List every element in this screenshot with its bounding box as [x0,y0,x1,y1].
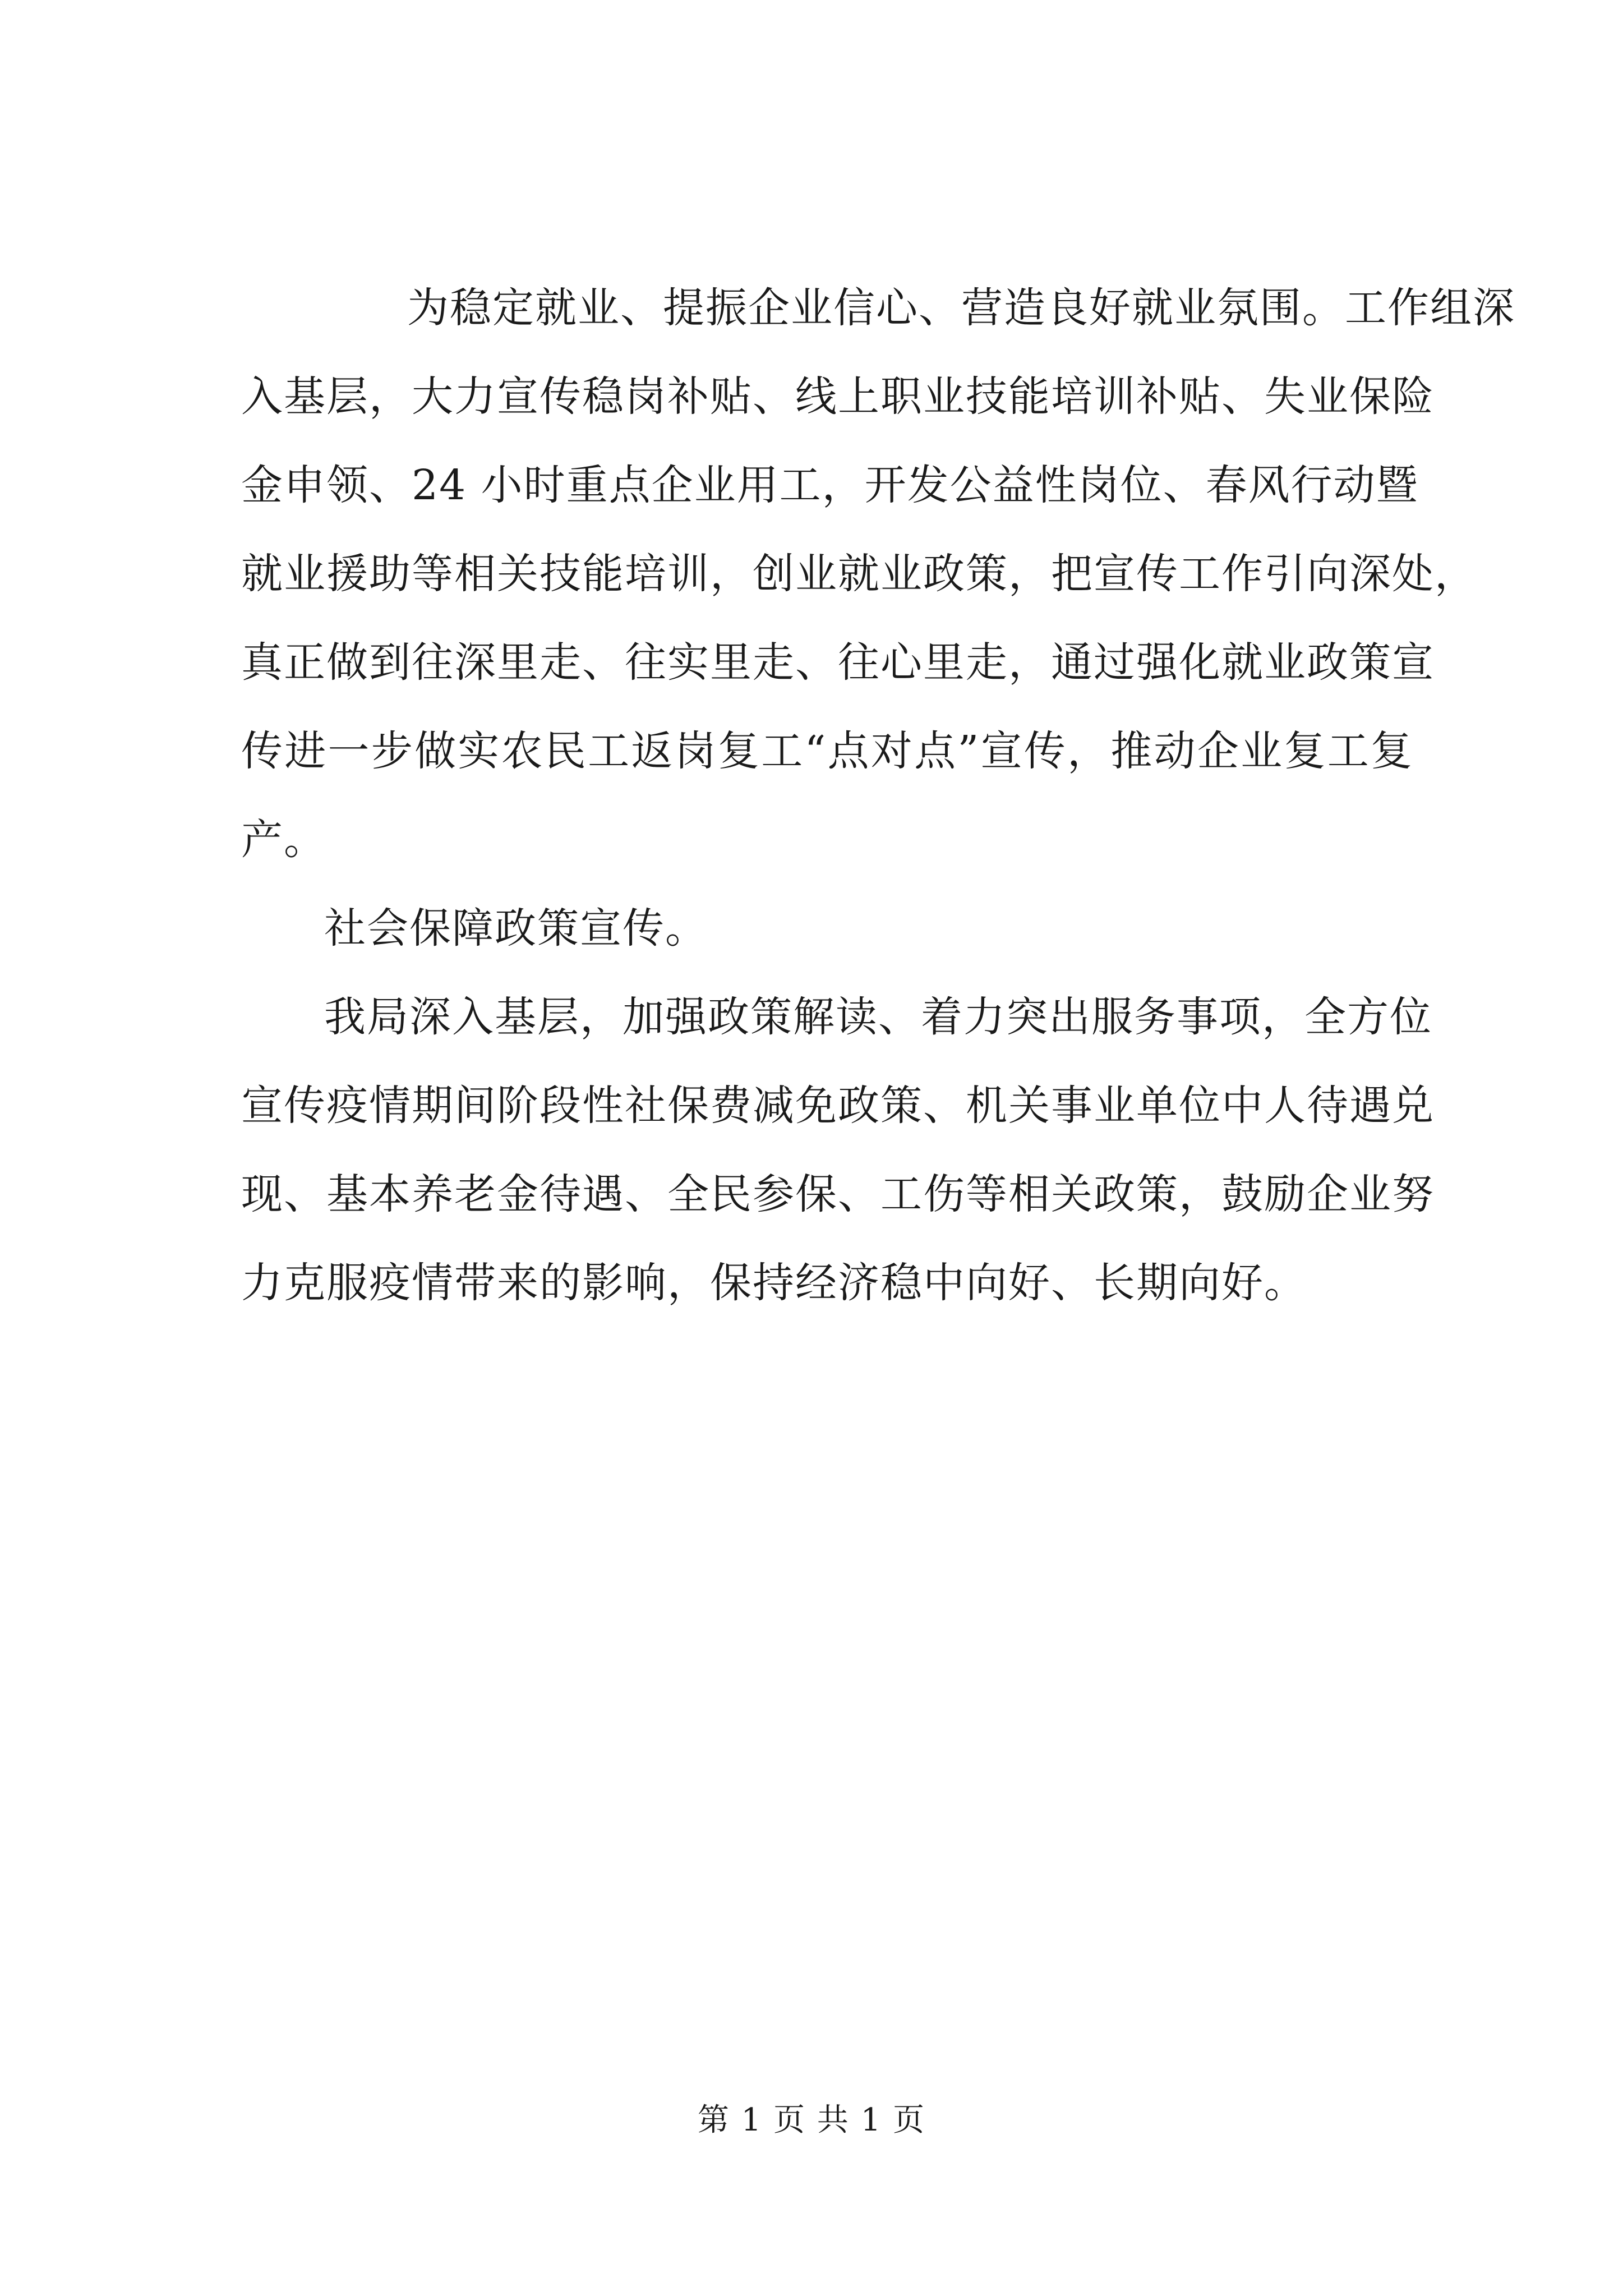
paragraph-line: 我局深入基层，加强政策解读、着力突出服务事项，全方位 [324,993,1432,1041]
paragraph-employment-policy [241,264,1515,884]
paragraph-line: 现、基本养老金待遇、全民参保、工伤等相关政策，鼓励企业努 [241,1170,1435,1218]
paragraph-line: 产。 [241,816,326,864]
page-footer: 第 1 页 共 1 页 [697,2102,926,2138]
paragraph-social-security [241,973,1435,1327]
paragraph-line: 传进一步做实农民工返岗复工“点对点”宣传，推动企业复工复 [241,727,1413,775]
paragraph-line: 金申领、24 小时重点企业用工，开发公益性岗位、春风行动暨 [241,461,1419,509]
document-body [241,264,1515,1327]
paragraph-line: 就业援助等相关技能培训，创业就业政策，把宣传工作引向深处， [241,550,1477,598]
paragraph-section-heading [241,884,1413,973]
paragraph-line: 为稳定就业、提振企业信心、营造良好就业氛围。工作组深 [407,284,1515,332]
paragraph-line: 入基层，大力宣传稳岗补贴、线上职业技能培训补贴、失业保险 [241,372,1435,421]
section-heading: 社会保障政策宣传。 [324,904,708,953]
paragraph-line: 真正做到往深里走、往实里走、往心里走，通过强化就业政策宣 [241,638,1435,687]
paragraph-line: 宣传疫情期间阶段性社保费减免政策、机关事业单位中人待遇兑 [241,1082,1435,1130]
paragraph-line: 力克服疫情带来的影响，保持经济稳中向好、长期向好。 [241,1259,1307,1307]
